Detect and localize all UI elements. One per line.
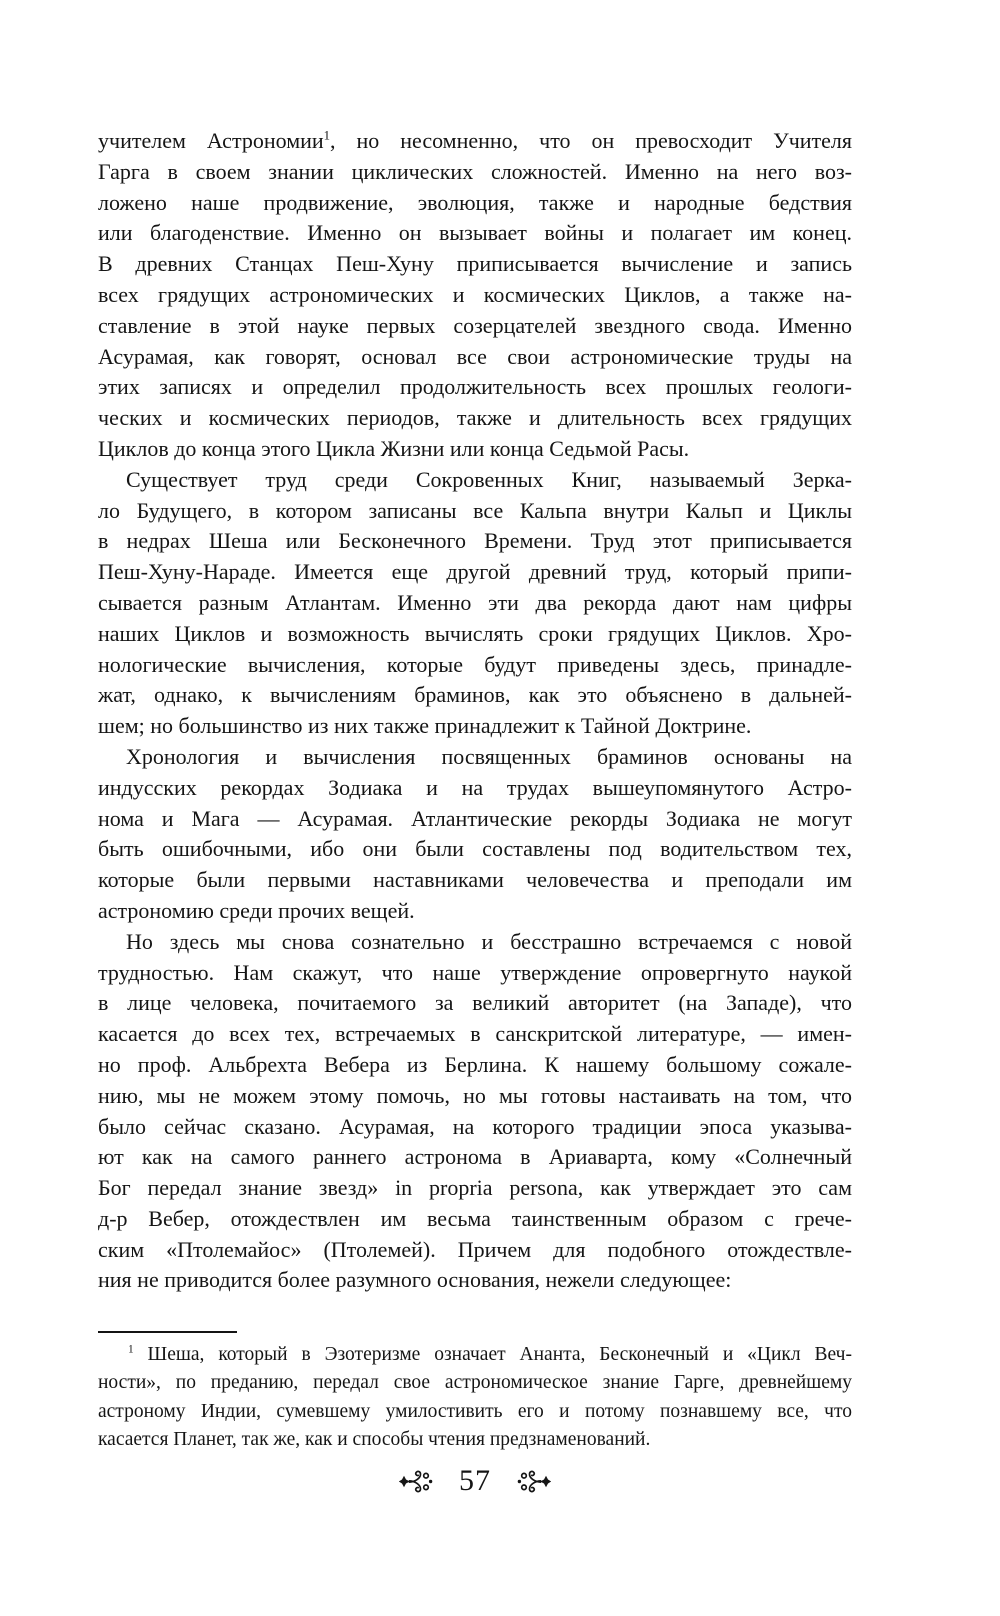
text-segment: , но несомненно, что он превосходит Учителя [330, 128, 852, 153]
text-segment: касается до всех тех, встречаемых в санскритской литературе, — имен- [98, 1021, 852, 1047]
text-segment: шем; но большинство из них также принадлежит к Тайной Доктрине. [98, 713, 752, 739]
text-line [98, 465, 852, 496]
text-line [98, 619, 852, 650]
text-line [98, 188, 852, 219]
text-line [98, 1341, 852, 1369]
text-line [98, 403, 852, 434]
text-line [98, 927, 852, 958]
page-number: 57 [459, 1464, 491, 1497]
text-segment: д-р Вебер, отождествлен им весьма таинственным образом с грече- [98, 1205, 852, 1231]
text-segment: трудностью. Нам скажут, что наше утверждение опровергнуто наукой [98, 959, 852, 985]
text-segment: В древних Станцах Пеш-Хуну приписывается вычисление и запись [98, 251, 852, 277]
text-segment: ло Будущего, в котором записаны все Кальпа внутри Кальп и Циклы [98, 497, 852, 523]
text-line [98, 1235, 852, 1266]
text-segment: ложено наше продвижение, эволюция, также и народные бедствия [98, 189, 852, 215]
paragraph [98, 465, 852, 742]
text-line [98, 372, 852, 403]
text-segment: Шеша, который в Эзотеризме означает Ананта, Бесконечный и «Цикл Веч- [133, 1344, 852, 1365]
text-segment: нологические вычисления, которые будут приведены здесь, принадле- [98, 651, 852, 677]
text-line [98, 496, 852, 527]
text-line [98, 865, 852, 896]
text-segment: в недрах Шеша или Бесконечного Времени. Труд этот приписывается [98, 528, 852, 554]
text-line [98, 958, 852, 989]
fleuron-right-icon [511, 1468, 551, 1495]
text-line [98, 680, 852, 711]
text-segment: нию, мы не можем этому помочь, но мы готовы настаивать на том, что [98, 1082, 852, 1108]
text-segment: Существует труд среди Сокровенных Книг, называемый Зерка- [126, 466, 852, 492]
text-segment: ческих и космических периодов, также и длительность всех грядущих [98, 405, 852, 431]
page-footer [98, 1460, 852, 1502]
text-line [98, 557, 852, 588]
text-segment: нома и Мага — Асурамая. Атлантические рекорды Зодиака не могут [98, 805, 852, 831]
text-segment: ским «Птолемайос» (Птолемей). Причем для подобного отождествле- [98, 1236, 852, 1262]
text-line [98, 1019, 852, 1050]
paragraph [98, 742, 852, 927]
text-line [98, 249, 852, 280]
text-segment: ставление в этой науке первых созерцателей звездного свода. Именно [98, 312, 852, 338]
text-segment: было сейчас сказано. Асурамая, на которого традиции эпоса указыва- [98, 1113, 852, 1139]
text-line [98, 280, 852, 311]
text-line [98, 1081, 852, 1112]
paragraph [98, 126, 852, 465]
text-line [98, 1142, 852, 1173]
text-segment: которые были первыми наставниками человечества и преподали им [98, 867, 852, 893]
text-segment: жат, однако, к вычислениям браминов, как это объяснено в дальней- [98, 682, 852, 708]
footnote-divider [98, 1331, 237, 1333]
paragraph [98, 927, 852, 1297]
text-line [98, 1398, 852, 1426]
text-segment: Гарга в своем знании циклических сложностей. Именно на него воз- [98, 158, 852, 184]
text-line [98, 588, 852, 619]
text-segment: Асурамая, как говорят, основал все свои астрономические труды на [98, 343, 852, 369]
text-segment: всех грядущих астрономических и космических Циклов, а также на- [98, 281, 852, 307]
text-segment: наших Циклов и возможность вычислять сроки грядущих Циклов. Хро- [98, 620, 852, 646]
text-line [98, 1426, 852, 1454]
text-line [98, 1050, 852, 1081]
footnote [98, 1341, 852, 1455]
text-segment: Циклов до конца этого Цикла Жизни или конца Седьмой Расы. [98, 435, 690, 461]
text-segment: или благоденствие. Именно он вызывает войны и полагает им конец. [98, 220, 852, 246]
text-segment: учителем Астрономии [98, 128, 324, 153]
text-line [98, 526, 852, 557]
footnote-reference-mark: 1 [128, 1343, 134, 1356]
text-line [98, 1265, 852, 1296]
fleuron-left-icon [399, 1468, 439, 1495]
text-line [98, 218, 852, 249]
text-line [98, 804, 852, 835]
text-segment: Пеш-Хуну-Нараде. Имеется еще другой древний труд, который припи- [98, 559, 852, 585]
text-segment: астроному Индии, сумевшему умилостивить его и потому познавшему все, что [98, 1400, 852, 1422]
text-line [98, 342, 852, 373]
text-segment: быть ошибочными, ибо они были составлены под водительством тех, [98, 836, 852, 862]
text-line [98, 1173, 852, 1204]
text-segment: астрономию среди прочих вещей. [98, 897, 415, 923]
text-line [98, 1369, 852, 1397]
text-line [98, 711, 852, 742]
text-segment: но проф. Альбрехта Вебера из Берлина. К нашему большому сожале- [98, 1051, 852, 1077]
text-segment: индусских рекордах Зодиака и на трудах вышеупомянутого Астро- [98, 774, 852, 800]
text-segment: сывается разным Атлантам. Именно эти два рекорда дают нам цифры [98, 589, 852, 615]
text-line [98, 311, 852, 342]
text-segment: в лице человека, почитаемого за великий авторитет (на Западе), что [98, 990, 852, 1016]
text-line [98, 896, 852, 927]
text-segment: Но здесь мы снова сознательно и бесстрашно встречаемся с новой [126, 928, 852, 954]
text-segment: ности», по преданию, передал свое астрономическое знание Гарге, древнейшему [98, 1372, 852, 1394]
text-segment: этих записях и определил продолжительность всех прошлых геологи- [98, 374, 852, 400]
text-line [98, 742, 852, 773]
text-line [98, 126, 852, 157]
text-segment: Хронология и вычисления посвященных браминов основаны на [126, 743, 852, 769]
text-line [98, 157, 852, 188]
text-line [98, 834, 852, 865]
text-segment: ния не приводится более разумного основания, нежели следующее: [98, 1267, 732, 1293]
text-line [98, 650, 852, 681]
text-line [98, 434, 852, 465]
text-line [98, 988, 852, 1019]
text-line [98, 1112, 852, 1143]
text-segment: касается Планет, так же, как и способы чтения предзнаменований. [98, 1429, 651, 1451]
text-segment: ют как на самого раннего астронома в Ариаварта, кому «Солнечный [98, 1144, 852, 1170]
text-line [98, 773, 852, 804]
footnote-reference-mark: 1 [323, 128, 331, 143]
text-segment: Бог передал знание звезд» in propria persona, как утверждает это сам [98, 1175, 852, 1201]
text-line [98, 1204, 852, 1235]
body-text [98, 126, 852, 1296]
